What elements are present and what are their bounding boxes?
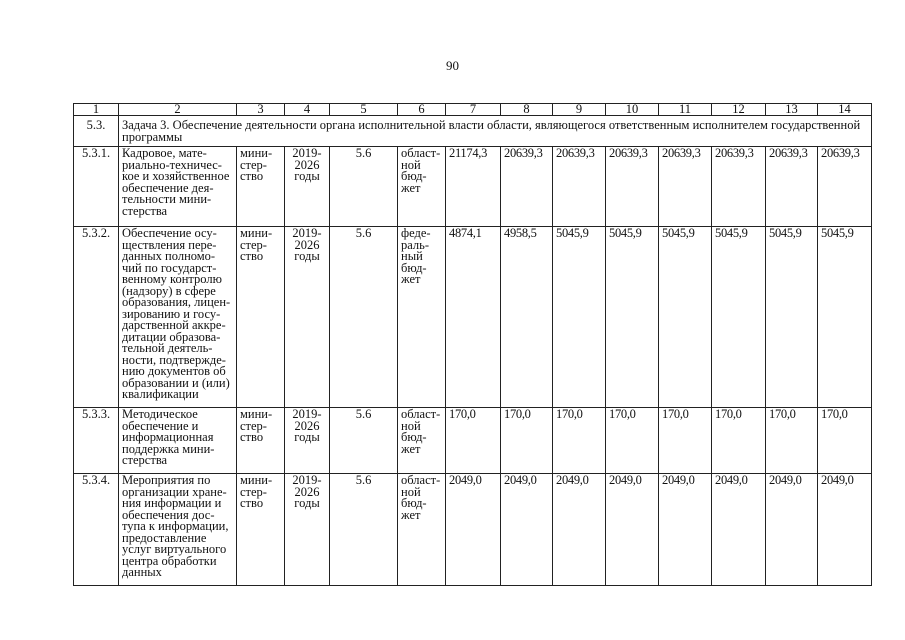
activity-name: Мероприятия по организации хране- ния информации и обеспечения дос- тупа к информации, предоставление услуг виртуального центра обработки данных <box>119 474 237 586</box>
amount: 21174,3 <box>446 147 501 227</box>
amount: 170,0 <box>818 408 872 474</box>
column-number: 13 <box>766 104 818 116</box>
indicator: 5.6 <box>330 147 398 227</box>
period: 2019- 2026 годы <box>285 147 330 227</box>
funding-source: област- ной бюд- жет <box>398 474 446 586</box>
amount: 2049,0 <box>712 474 766 586</box>
amount: 4874,1 <box>446 227 501 408</box>
amount: 2049,0 <box>606 474 659 586</box>
amount: 5045,9 <box>766 227 818 408</box>
period: 2019- 2026 годы <box>285 408 330 474</box>
executor: мини- стер- ство <box>237 474 285 586</box>
period: 2019- 2026 годы <box>285 227 330 408</box>
amount: 4958,5 <box>501 227 553 408</box>
budget-table <box>73 103 872 586</box>
column-number: 6 <box>398 104 446 116</box>
column-number: 4 <box>285 104 330 116</box>
amount: 2049,0 <box>501 474 553 586</box>
amount: 20639,3 <box>553 147 606 227</box>
table-row <box>74 147 872 227</box>
amount: 170,0 <box>659 408 712 474</box>
column-number: 1 <box>74 104 119 116</box>
period: 2019- 2026 годы <box>285 474 330 586</box>
amount: 20639,3 <box>712 147 766 227</box>
table-row <box>74 474 872 586</box>
column-number: 12 <box>712 104 766 116</box>
indicator: 5.6 <box>330 408 398 474</box>
amount: 170,0 <box>501 408 553 474</box>
table-row <box>74 408 872 474</box>
amount: 170,0 <box>553 408 606 474</box>
amount: 170,0 <box>446 408 501 474</box>
amount: 5045,9 <box>553 227 606 408</box>
row-code: 5.3.4. <box>74 474 119 586</box>
amount: 2049,0 <box>766 474 818 586</box>
executor: мини- стер- ство <box>237 227 285 408</box>
column-number: 11 <box>659 104 712 116</box>
amount: 2049,0 <box>553 474 606 586</box>
funding-source: феде- раль- ный бюд- жет <box>398 227 446 408</box>
activity-name: Методическое обеспечение и информационная поддержка мини- стерства <box>119 408 237 474</box>
table-row <box>74 227 872 408</box>
column-number: 8 <box>501 104 553 116</box>
amount: 5045,9 <box>818 227 872 408</box>
amount: 20639,3 <box>818 147 872 227</box>
activity-name: Кадровое, мате- риально-техничес- кое и хозяйственное обеспечение дея- тельности мини- стерства <box>119 147 237 227</box>
amount: 170,0 <box>766 408 818 474</box>
column-number: 9 <box>553 104 606 116</box>
amount: 2049,0 <box>446 474 501 586</box>
indicator: 5.6 <box>330 474 398 586</box>
row-code: 5.3.2. <box>74 227 119 408</box>
column-number: 2 <box>119 104 237 116</box>
column-number: 14 <box>818 104 872 116</box>
amount: 2049,0 <box>818 474 872 586</box>
column-number: 3 <box>237 104 285 116</box>
executor: мини- стер- ство <box>237 147 285 227</box>
amount: 170,0 <box>606 408 659 474</box>
amount: 20639,3 <box>659 147 712 227</box>
column-number: 7 <box>446 104 501 116</box>
amount: 2049,0 <box>659 474 712 586</box>
column-number: 10 <box>606 104 659 116</box>
task-row <box>74 116 872 147</box>
indicator: 5.6 <box>330 227 398 408</box>
amount: 5045,9 <box>712 227 766 408</box>
page-number: 90 <box>446 58 459 73</box>
amount: 5045,9 <box>606 227 659 408</box>
amount: 170,0 <box>712 408 766 474</box>
executor: мини- стер- ство <box>237 408 285 474</box>
amount: 20639,3 <box>501 147 553 227</box>
row-code: 5.3.3. <box>74 408 119 474</box>
row-code: 5.3.1. <box>74 147 119 227</box>
column-number-row <box>74 104 872 116</box>
amount: 20639,3 <box>766 147 818 227</box>
activity-name: Обеспечение осу- ществления пере- данных полномо- чий по государст- венному контролю (надзору) в сфере образования, лицен- зированию и госу- дарственной аккре- дитации образова- тельной деятель- ности, подтвержде- нию документов об образовании и (или) квалификации <box>119 227 237 408</box>
column-number: 5 <box>330 104 398 116</box>
task-title: Задача 3. Обеспечение деятельности органа исполнительной власти области, являющегося ответственным исполнителем государственной программы <box>119 116 872 147</box>
task-code: 5.3. <box>74 116 119 147</box>
amount: 5045,9 <box>659 227 712 408</box>
amount: 20639,3 <box>606 147 659 227</box>
funding-source: област- ной бюд- жет <box>398 147 446 227</box>
funding-source: област- ной бюд- жет <box>398 408 446 474</box>
